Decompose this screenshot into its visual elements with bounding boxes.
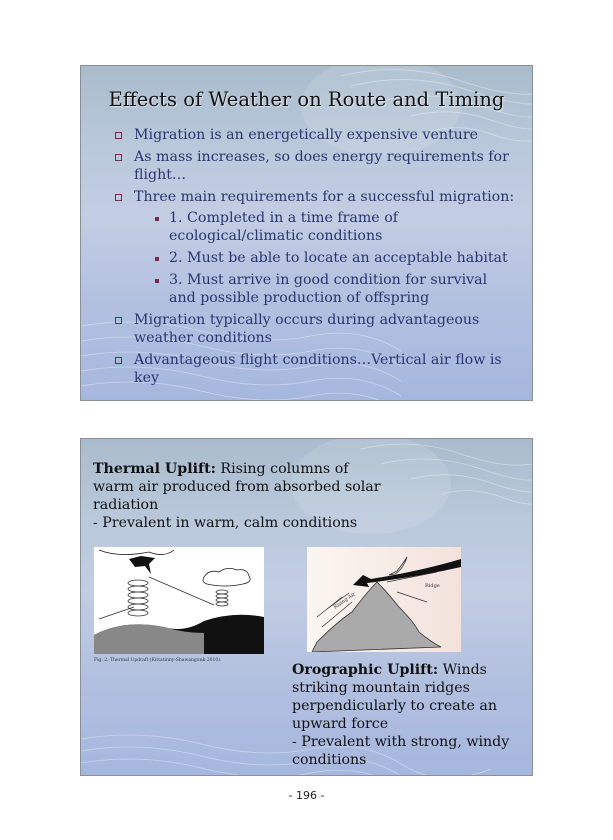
bullet-item: Advantageous flight conditions…Vertical air flow is key bbox=[115, 351, 515, 387]
orographic-body: Winds striking mountain ridges perpendicularly to create an upward force bbox=[292, 662, 497, 732]
bullet-text: Three main requirements for a successful migration: bbox=[134, 189, 515, 205]
page-number: - 196 - bbox=[288, 789, 325, 802]
slide-title: Effects of Weather on Route and Timing bbox=[108, 88, 505, 111]
rising-air-label: Rising Air bbox=[332, 591, 357, 611]
sub-bullet-item: 1. Completed in a time frame of ecological/climatic conditions bbox=[151, 209, 515, 245]
orographic-ridge-illustration bbox=[307, 547, 461, 652]
sub-bullet-item: 2. Must be able to locate an acceptable habitat bbox=[151, 249, 515, 267]
thermal-updraft-figure bbox=[94, 547, 264, 654]
slide-uplift-types bbox=[80, 438, 533, 776]
bullet-item: Migration typically occurs during advantageous weather conditions bbox=[115, 311, 515, 347]
thermal-note: - Prevalent in warm, calm conditions bbox=[93, 515, 358, 531]
sub-bullet-item: 3. Must arrive in good condition for survival and possible production of offspring bbox=[151, 271, 515, 307]
slide-weather-effects bbox=[80, 65, 533, 401]
orographic-heading: Orographic Uplift: bbox=[292, 662, 439, 678]
sub-bullet-list bbox=[134, 209, 515, 307]
figure-caption: Fig. 2. Thermal Updraft (Kittatinny-Shawangunk 2010). bbox=[94, 658, 222, 663]
orographic-uplift-figure bbox=[307, 547, 461, 652]
thermal-uplift-text bbox=[93, 460, 383, 532]
thermal-heading: Thermal Uplift: bbox=[93, 461, 216, 477]
bullet-item: Migration is an energetically expensive venture bbox=[115, 126, 515, 144]
thermal-body: Rising columns of warm air produced from absorbed solar radiation bbox=[93, 461, 381, 513]
bullet-list bbox=[115, 126, 515, 391]
bullet-item: As mass increases, so does energy requirements for flight… bbox=[115, 148, 515, 184]
bullet-item bbox=[115, 188, 515, 307]
ridge-label: Ridge bbox=[425, 583, 440, 589]
thermal-updraft-illustration bbox=[94, 547, 264, 654]
orographic-note: - Prevalent with strong, windy conditions bbox=[292, 734, 510, 768]
orographic-uplift-text bbox=[292, 661, 533, 769]
